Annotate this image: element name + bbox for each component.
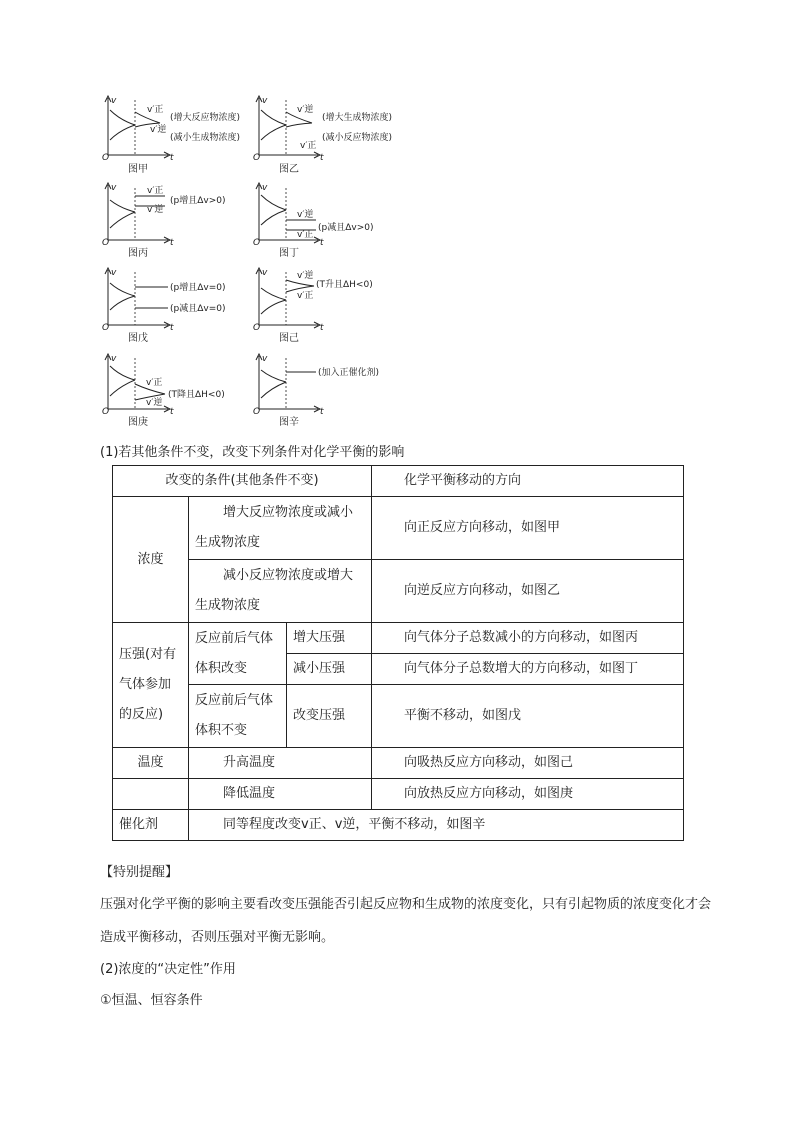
figure-xin bbox=[253, 354, 379, 428]
axis-t-label: t bbox=[320, 407, 324, 417]
row-group-concentration: 浓度 bbox=[113, 497, 189, 623]
figure-caption: 图庚 bbox=[128, 417, 148, 428]
table-cell-result: 向正反应方向移动，如图甲 bbox=[372, 497, 684, 560]
figure-label: (p减且Δv=0) bbox=[170, 304, 226, 314]
axis-v-label: v bbox=[262, 354, 268, 364]
table-row bbox=[113, 685, 684, 748]
row-subgroup-volume-unchanged: 反应前后气体体积不变 bbox=[189, 685, 287, 748]
axis-v-label: v bbox=[262, 96, 268, 106]
subsection-item: ①恒温、恒容条件 bbox=[100, 993, 203, 1008]
v-fwd-label: v′正 bbox=[300, 141, 317, 151]
axis-v-label: v bbox=[111, 268, 117, 278]
v-fwd-label: v′正 bbox=[297, 230, 314, 240]
v-rev-label: v′逆 bbox=[150, 125, 167, 135]
v-rev-label: v′逆 bbox=[297, 105, 314, 115]
figure-yi bbox=[253, 96, 392, 175]
axis-t-label: t bbox=[170, 407, 174, 417]
figure-caption: 图戊 bbox=[128, 333, 148, 344]
row-group-pressure: 压强(对有气体参加的反应) bbox=[113, 623, 189, 748]
table-cell-result: 向放热反应方向移动，如图庚 bbox=[372, 779, 684, 810]
table-cell-result: 向气体分子总数增大的方向移动，如图丁 bbox=[372, 654, 684, 685]
axis-v-label: v bbox=[262, 183, 268, 193]
table-cell-condition: 减小反应物浓度或增大生成物浓度 bbox=[189, 560, 372, 623]
table-row bbox=[113, 748, 684, 779]
note-heading: 【特别提醒】 bbox=[100, 865, 179, 880]
figure-caption: 图甲 bbox=[128, 164, 148, 175]
table-row bbox=[113, 497, 684, 560]
figure-label: (减小生成物浓度) bbox=[170, 133, 241, 143]
figure-ding bbox=[253, 183, 374, 259]
table-header-direction: 化学平衡移动的方向 bbox=[372, 466, 684, 497]
axis-t-label: t bbox=[320, 323, 324, 333]
axis-origin-label: O bbox=[102, 323, 110, 333]
subsection-heading: (2)浓度的“决定性”作用 bbox=[100, 962, 236, 977]
figure-wu bbox=[102, 268, 226, 344]
table-row bbox=[113, 623, 684, 654]
table-cell-result: 向逆反应方向移动，如图乙 bbox=[372, 560, 684, 623]
table-cell-condition: 降低温度 bbox=[189, 779, 372, 810]
table-row bbox=[113, 810, 684, 841]
figure-bing bbox=[102, 183, 226, 259]
figure-label: (T升且ΔH<0) bbox=[316, 280, 373, 290]
axis-t-label: t bbox=[320, 238, 324, 248]
figure-label: (增大反应物浓度) bbox=[170, 113, 241, 123]
figure-label: (p减且Δv>0) bbox=[318, 223, 374, 233]
v-fwd-label: v′正 bbox=[146, 378, 163, 388]
figure-label: (p增且Δv>0) bbox=[170, 196, 226, 206]
v-fwd-label: v′正 bbox=[297, 291, 314, 301]
figure-caption: 图辛 bbox=[279, 417, 299, 428]
axis-v-label: v bbox=[262, 268, 268, 278]
figure-label: (减小反应物浓度) bbox=[322, 133, 393, 143]
axis-t-label: t bbox=[170, 323, 174, 333]
v-rev-label: v′逆 bbox=[146, 398, 163, 408]
table-cell-condition: 改变压强 bbox=[287, 685, 372, 748]
axis-origin-label: O bbox=[253, 238, 261, 248]
v-rev-label: v′逆 bbox=[147, 205, 164, 215]
figure-caption: 图丙 bbox=[128, 248, 148, 259]
axis-origin-label: O bbox=[102, 407, 110, 417]
axis-origin-label: O bbox=[102, 238, 110, 248]
figure-caption: 图乙 bbox=[279, 164, 299, 175]
figure-label: (T降且ΔH<0) bbox=[168, 390, 225, 400]
figure-jia bbox=[102, 96, 240, 175]
table-cell-condition: 增大压强 bbox=[287, 623, 372, 654]
row-group-temperature: 温度 bbox=[113, 748, 189, 779]
table-cell-condition: 减小压强 bbox=[287, 654, 372, 685]
axis-origin-label: O bbox=[102, 153, 110, 163]
v-rev-label: v′逆 bbox=[297, 271, 314, 281]
table-cell-condition: 增大反应物浓度或减小生成物浓度 bbox=[189, 497, 372, 560]
axis-t-label: t bbox=[170, 153, 174, 163]
table-header-row bbox=[113, 466, 684, 497]
section-intro: (1)若其他条件不变，改变下列条件对化学平衡的影响 bbox=[100, 445, 405, 460]
table-cell-result: 平衡不移动，如图戊 bbox=[372, 685, 684, 748]
axis-t-label: t bbox=[170, 238, 174, 248]
figure-label: (p增且Δv=0) bbox=[170, 283, 226, 293]
axis-origin-label: O bbox=[253, 323, 261, 333]
table-cell-catalyst: 同等程度改变v正、v逆，平衡不移动，如图辛 bbox=[189, 810, 684, 841]
figure-label: (增大生成物浓度) bbox=[322, 113, 393, 123]
axis-t-label: t bbox=[320, 153, 324, 163]
axis-v-label: v bbox=[111, 354, 117, 364]
row-subgroup-volume-changed: 反应前后气体体积改变 bbox=[189, 623, 287, 685]
table-row bbox=[113, 560, 684, 623]
note-paragraph: 压强对化学平衡的影响主要看改变压强能否引起反应物和生成物的浓度变化，只有引起物质的浓度变化才会造成平衡移动，否则压强对平衡无影响。 bbox=[100, 897, 712, 945]
axis-v-label: v bbox=[111, 183, 117, 193]
figure-label: (加入正催化剂) bbox=[318, 368, 380, 378]
v-fwd-label: v′正 bbox=[147, 105, 164, 115]
figure-geng bbox=[102, 354, 225, 428]
figure-caption: 图己 bbox=[279, 333, 299, 344]
equilibrium-table bbox=[112, 465, 684, 841]
table-row bbox=[113, 779, 684, 810]
row-group-catalyst: 催化剂 bbox=[113, 810, 189, 841]
rate-time-figures bbox=[0, 0, 794, 440]
axis-origin-label: O bbox=[253, 407, 261, 417]
figure-ji bbox=[253, 268, 373, 344]
figure-caption: 图丁 bbox=[279, 248, 299, 259]
table-cell-condition: 升高温度 bbox=[189, 748, 372, 779]
axis-v-label: v bbox=[111, 96, 117, 106]
v-rev-label: v′逆 bbox=[297, 210, 314, 220]
v-fwd-label: v′正 bbox=[147, 186, 164, 196]
axis-origin-label: O bbox=[253, 153, 261, 163]
table-header-condition: 改变的条件(其他条件不变) bbox=[113, 466, 372, 497]
table-cell-result: 向气体分子总数减小的方向移动，如图丙 bbox=[372, 623, 684, 654]
table-cell-result: 向吸热反应方向移动，如图己 bbox=[372, 748, 684, 779]
